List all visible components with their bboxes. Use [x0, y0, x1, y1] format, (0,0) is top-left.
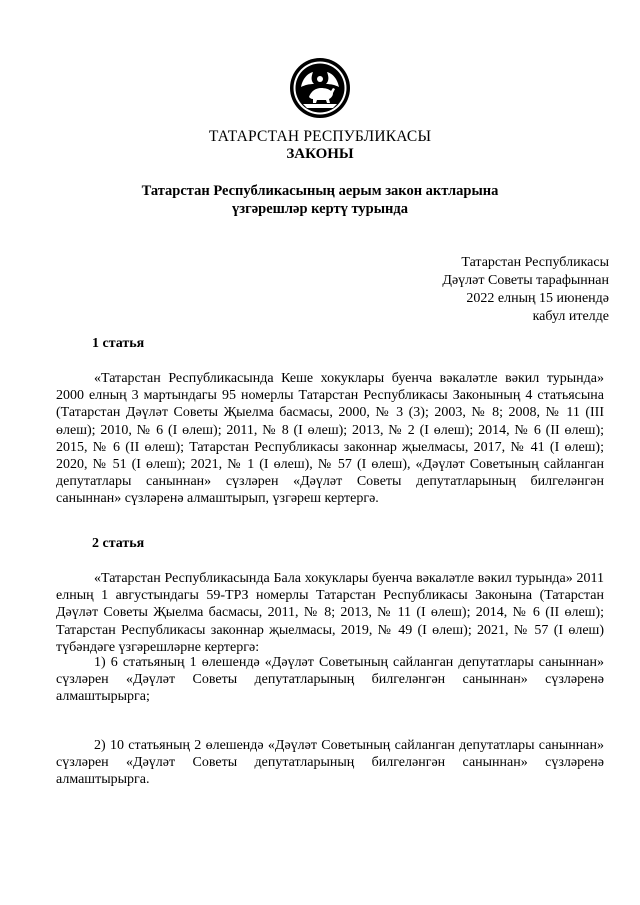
header-law-word: ЗАКОНЫ	[286, 146, 354, 162]
article-1-heading: 1 статья	[92, 336, 145, 351]
adoption-line-3: 2022 елның 15 июнендә	[466, 291, 609, 306]
document-title-line2: үзгәрешләр кертү турында	[232, 201, 408, 217]
article-2-paragraph-1: «Татарстан Республикасында Бала хокуклары буенча вәкаләтле вәкил турында» 2011 елның 1 августындагы 59-ТРЗ номерлы Татарстан Республикасы Законына (Татарстан Дәүләт Советы Җыелма басмасы, 2011, № 8; 2013, № 11 (I өлеш); 2014, № 6 (II өлеш); Татарстан Республикасы законнар җыелмасы, 2019, № 49 (I өлеш); 2021, № 57 (I өлеш) түбәндәге үзгәрешләрне кертергә:	[56, 571, 604, 655]
document-title-line1: Татарстан Республикасының аерым закон актларына	[141, 183, 499, 199]
adoption-line-2: Дәүләт Советы тарафыннан	[442, 273, 609, 288]
article-2-heading: 2 статья	[92, 536, 145, 551]
article-2-item-1: 1) 6 статьяның 1 өлешендә «Дәүләт Советының сайланган депутатлары саныннан» сүзләрен «Дәүләт Советы депутатларының билгеләнгән саныннан» сүзләренә алмаштырырга;	[56, 655, 604, 705]
article-1-paragraph-1: «Татарстан Республикасында Кеше хокуклары буенча вәкаләтле вәкил турында» 2000 елның 3 мартындагы 95 номерлы Татарстан Республикасы Законының 4 статьясына (Татарстан Дәүләт Советы Җыелма басмасы, 2000, № 3 (3); 2003, № 8; 2008, № 11 (III өлеш); 2010, № 6 (I өлеш); 2011, № 8 (I өлеш); 2013, № 2 (I өлеш); 2014, № 6 (II өлеш); 2015, № 6 (II өлеш); Татарстан Республикасы законнар җыелмасы, 2017, № 41 (I өлеш); 2020, № 51 (I өлеш); 2021, № 1 (I өлеш), № 57 (I өлеш), «Дәүләт Советының сайланган депутатлары саныннан» сүзләрен «Дәүләт Советы депутатларының билгеләнгән саныннан» сүзләренә алмаштырып, үзгәреш кертергә.	[56, 371, 604, 507]
header-republic: ТАТАРСТАН РЕСПУБЛИКАСЫ	[208, 128, 432, 145]
adoption-line-4: кабул ителде	[532, 309, 609, 324]
adoption-line-1: Татарстан Республикасы	[461, 255, 609, 270]
article-2-item-2: 2) 10 статьяның 2 өлешендә «Дәүләт Советының сайланган депутатлары саныннан» сүзләрен «Дәүләт Советы депутатларының билгеләнгән саныннан» сүзләренә алмаштырырга.	[56, 738, 604, 788]
tatarstan-coat-of-arms-icon	[289, 57, 351, 119]
